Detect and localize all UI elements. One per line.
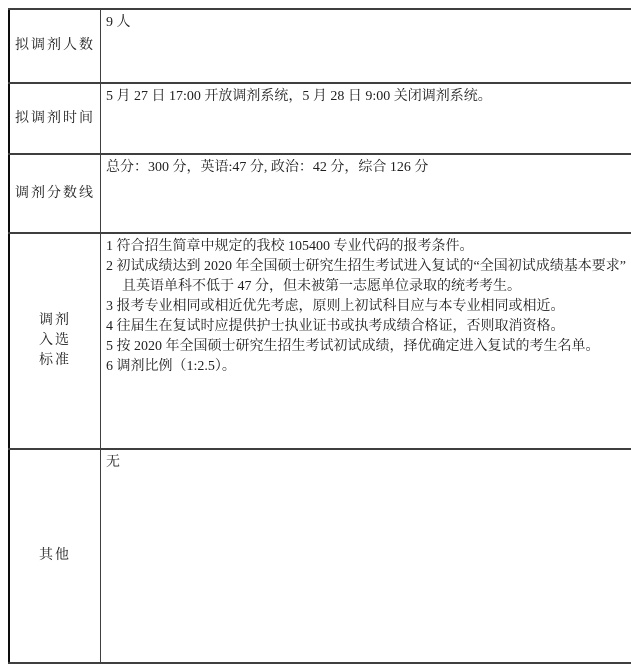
table-row-selection-criteria (9, 233, 631, 449)
row-value-other: 无 (101, 449, 631, 663)
label-line-2: 入选 (39, 333, 71, 348)
row-label-score-line: 调剂分数线 (9, 154, 101, 233)
label-line-1: 调剂 (39, 313, 71, 328)
criteria-item-6: 6 调剂比例（1:2.5）。 (106, 359, 236, 374)
table-row-planned-time (9, 83, 631, 154)
row-label-planned-time: 拟调剂时间 (9, 83, 101, 154)
transfer-info-table (8, 8, 631, 664)
criteria-item-5: 5 按 2020 年全国硕士研究生招生考试初试成绩，择优确定进入复试的考生名单。 (106, 339, 600, 354)
criteria-item-4: 4 往届生在复试时应提供护士执业证书或执考成绩合格证，否则取消资格。 (106, 319, 565, 334)
row-label-selection-criteria (9, 233, 101, 449)
row-label-planned-number: 拟调剂人数 (9, 9, 101, 83)
row-value-planned-number: 9 人 (101, 9, 631, 83)
table-row-other (9, 449, 631, 663)
row-value-selection-criteria (101, 233, 631, 449)
table-row-planned-number (9, 9, 631, 83)
criteria-item-2: 2 初试成绩达到 2020 年全国硕士研究生招生考试进入复试的“全国初试成绩基本要求”且英语单科不低于 47 分，但未被第一志愿单位录取的统考考生。 (106, 259, 626, 294)
row-value-score-line: 总分：300 分，英语:47 分, 政治：42 分，综合 126 分 (101, 154, 631, 233)
table-row-score-line (9, 154, 631, 233)
criteria-item-1: 1 符合招生简章中规定的我校 105400 专业代码的报考条件。 (106, 239, 474, 254)
label-line-3: 标准 (39, 353, 71, 368)
row-value-planned-time: 5 月 27 日 17:00 开放调剂系统，5 月 28 日 9:00 关闭调剂系统。 (101, 83, 631, 154)
criteria-item-3: 3 报考专业相同或相近优先考虑，原则上初试科目应与本专业相同或相近。 (106, 299, 565, 314)
row-label-other: 其他 (9, 449, 101, 663)
